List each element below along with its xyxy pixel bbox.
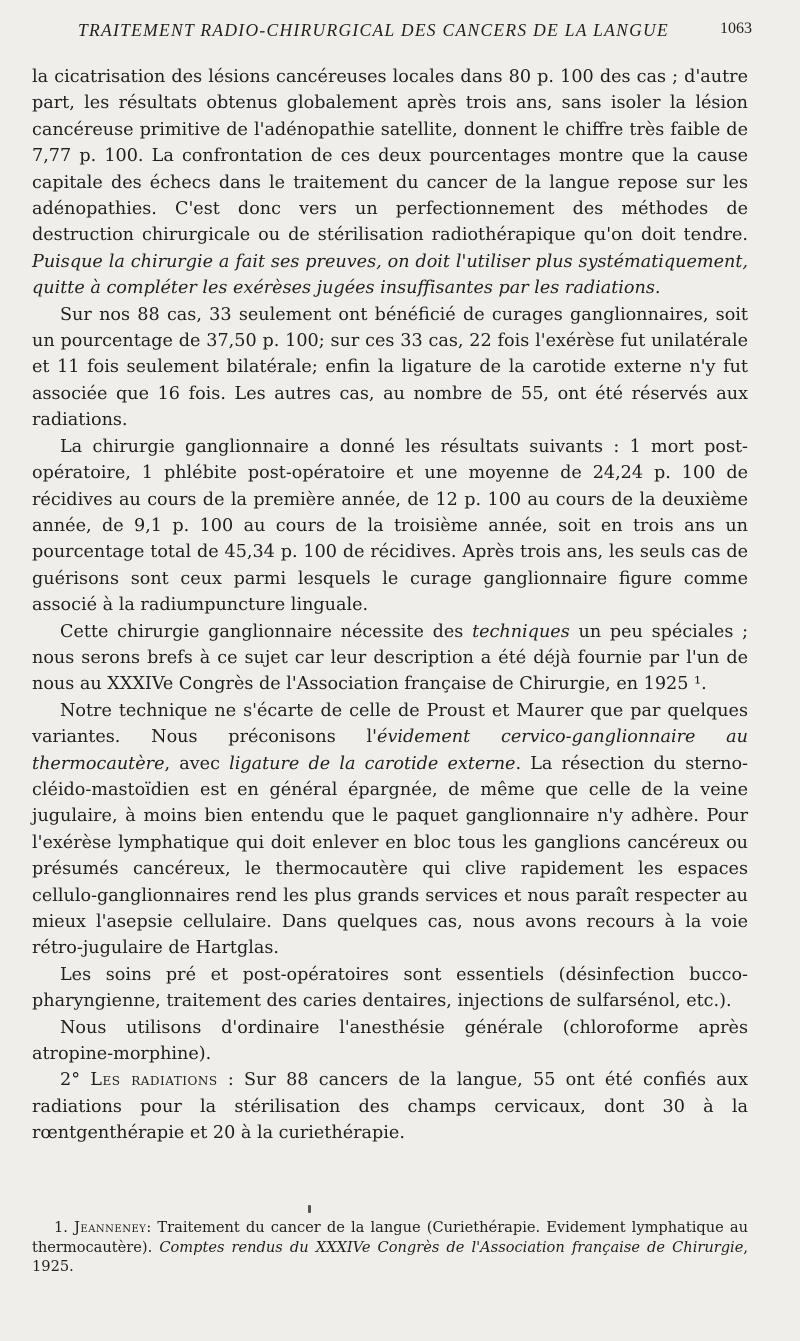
paragraph-5-italic-1: évidement cervico-ganglionnaire au thermocautère <box>32 727 748 774</box>
section-number: 2° <box>60 1070 80 1091</box>
paragraph-4 <box>32 619 748 698</box>
section-heading: Les radiations <box>90 1070 218 1091</box>
paragraph-8-text: : Sur 88 cancers de la langue, 55 ont été confiés aux radiations pour la stérilisation des champs cervicaux, dont 30 à la rœntgenthérapie et 20 à la curiethérapie. <box>32 1070 749 1144</box>
paragraph-5-text-a: Notre technique ne s'écarte de celle de Proust et Maurer que par quelques variantes. Nous préconisons l' <box>32 700 748 748</box>
paragraph-8 <box>32 1067 748 1146</box>
paragraph-5-text-b: , avec <box>164 753 220 774</box>
running-title: TRAITEMENT RADIO-CHIRURGICAL DES CANCERS DE LA LANGUE <box>78 20 669 40</box>
paragraph-5-text-c: . La résection du sterno-cléido-mastoïdien est en général épargnée, de même que celle de la veine jugulaire, à moins bien entendu que le paquet ganglionnaire n'y adhère. Pour l'exérèse lymphatique qui doit enlever en bloc tous les ganglions cancéreux ou présumés cancéreux, le thermocautère qui clive rapidement les espaces cellulo-ganglionnaires rend les plus grands services et nous paraît respecter au mieux l'asepsie cellulaire. Dans quelques cas, nous avons recours à la voie rétro-jugulaire de Hartglas. <box>32 753 748 959</box>
paragraph-5 <box>32 698 748 962</box>
footnote-1 <box>32 1218 748 1277</box>
footnote-year: , 1925. <box>32 1238 748 1275</box>
paragraph-4-text-a: Cette chirurgie ganglionnaire nécessite des <box>60 621 464 642</box>
print-mark <box>308 1205 311 1213</box>
paragraph-4-italic: techniques <box>472 621 570 642</box>
footnote-number: 1. <box>54 1219 68 1236</box>
paragraph-5-italic-2: ligature de la carotide externe <box>229 753 516 774</box>
paragraph-1-text: la cicatrisation des lésions cancéreuses locales dans 80 p. 100 des cas ; d'autre part, les résultats obtenus globalement après trois ans, sans isoler la lésion cancéreuse primitive de l'adénopathie satellite, donnent le chiffre très faible de 7,77 p. 100. La confrontation de ces deux pourcentages montre que la cause capitale des échecs dans le traitement du cancer de la langue repose sur les adénopathies. C'est donc vers un perfectionnement des méthodes de destruction chirurgicale ou de stérilisation radiothérapique qu'on doit tendre. <box>32 67 748 246</box>
page-header <box>40 20 752 46</box>
paragraph-6: Les soins pré et post-opératoires sont essentiels (désinfection bucco-pharyngienne, traitement des caries dentaires, injections de sulfarsénol, etc.). <box>32 964 748 1012</box>
paragraph-2: Sur nos 88 cas, 33 seulement ont bénéficié de curages ganglionnaires, soit un pourcentage de 37,50 p. 100; sur ces 33 cas, 22 fois l'exérèse fut unilatérale et 11 fois seulement bilatérale; enfin la ligature de la carotide externe n'y fut associée que 16 fois. Les autres cas, au nombre de 55, ont été réservés aux radiations. <box>32 304 748 431</box>
paragraph-1-italic: Puisque la chirurgie a fait ses preuves, on doit l'utiliser plus systématiquement, quitte à compléter les exérèses jugées insuffisantes par les radiations. <box>32 251 748 299</box>
paragraph-4-text-b: un peu spéciales ; nous serons brefs à ce sujet car leur description a été déjà fournie par l'un de nous au XXXIVe Congrès de l'Association française de Chirurgie, en 1925 ¹. <box>32 621 749 695</box>
footnote-text: : Traitement du cancer de la langue (Curiethérapie. Evidement lymphatique au thermocautère). <box>32 1219 748 1256</box>
main-text <box>32 64 748 1147</box>
paragraph-7: Nous utilisons d'ordinaire l'anesthésie générale (chloroforme après atropine-morphine). <box>32 1017 748 1065</box>
paragraph-3: La chirurgie ganglionnaire a donné les résultats suivants : 1 mort post-opératoire, 1 phlébite post-opératoire et une moyenne de 24,24 p. 100 de récidives au cours de la première année, de 12 p. 100 au cours de la deuxième année, de 9,1 p. 100 au cours de la troisième année, soit en trois ans un pourcentage total de 45,34 p. 100 de récidives. Après trois ans, les seuls cas de guérisons sont ceux parmi lesquels le curage ganglionnaire figure comme associé à la radiumpuncture linguale. <box>32 436 748 616</box>
footnote-author: Jeanneney <box>74 1219 147 1236</box>
footnote-source: Comptes rendus du XXXIVe Congrès de l'Association française de Chirurgie <box>159 1238 744 1256</box>
footnote <box>32 1218 748 1277</box>
page-number: 1063 <box>720 20 752 37</box>
paragraph-1 <box>32 64 748 302</box>
